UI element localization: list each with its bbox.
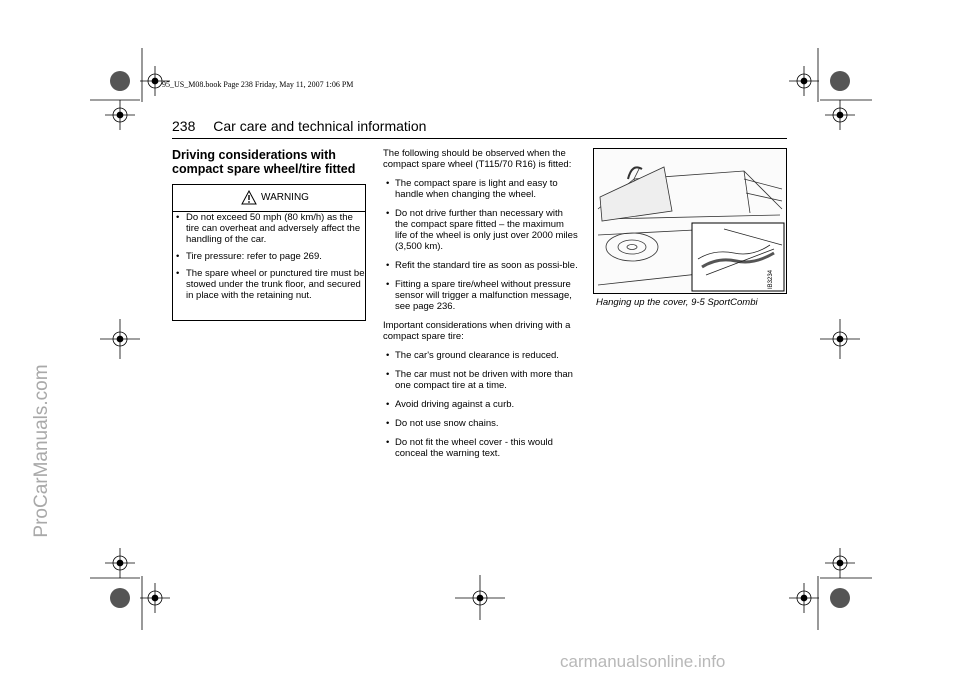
list-item: • The compact spare is light and easy to handle when changing the wheel. <box>383 178 578 200</box>
warning-triangle-icon <box>241 190 257 205</box>
list-item: • Do not exceed 50 mph (80 km/h) as the tire can overheat and adversely affect the handling of the car. <box>173 212 365 245</box>
figure-caption: Hanging up the cover, 9-5 SportCombi <box>596 297 758 308</box>
list-item: • Refit the standard tire as soon as possi-ble. <box>383 260 578 271</box>
list-item: • Do not drive further than necessary with the compact spare fitted – the maximum life of the wheel is only just over 2000 miles (3,500 km). <box>383 208 578 252</box>
list-item: • Avoid driving against a curb. <box>383 399 578 410</box>
page-number: 238 <box>172 118 196 134</box>
list-item: • Do not fit the wheel cover - this would conceal the warning text. <box>383 437 578 459</box>
list-item: • Tire pressure: refer to page 269. <box>173 251 365 262</box>
important-list <box>383 350 578 459</box>
chapter-title: Car care and technical information <box>213 118 427 134</box>
body-column <box>383 148 578 467</box>
warning-box <box>172 184 366 321</box>
side-watermark-text: ProCarManuals.com <box>31 364 52 538</box>
list-item: • Do not use snow chains. <box>383 418 578 429</box>
figure-code: IB3234 <box>768 269 774 289</box>
important-paragraph: Important considerations when driving with a compact spare tire: <box>383 320 571 342</box>
warning-heading <box>173 185 365 212</box>
trunk-illustration <box>593 148 787 294</box>
list-item: • The spare wheel or punctured tire must be stowed under the trunk floor, and secured in place with the retaining nut. <box>173 268 365 301</box>
list-item: • Fitting a spare tire/wheel without pressure sensor will trigger a malfunction message, see page 236. <box>383 279 578 312</box>
intro-paragraph: The following should be observed when the compact spare wheel (T115/70 R16) is fitted: <box>383 148 572 170</box>
fitted-list <box>383 178 578 312</box>
trunk-drawing <box>594 149 786 293</box>
book-info: 95_US_M08.book Page 238 Friday, May 11, 2007 1:06 PM <box>162 80 354 89</box>
header-rule <box>172 138 787 139</box>
side-watermark <box>12 260 52 660</box>
list-item: • The car's ground clearance is reduced. <box>383 350 578 361</box>
list-item: • The car must not be driven with more than one compact tire at a time. <box>383 369 578 391</box>
warning-heading-text: WARNING <box>261 192 309 203</box>
page-header <box>172 118 426 134</box>
section-title: Driving considerations with compact spare wheel/tire fitted <box>172 148 356 176</box>
bottom-watermark: carmanualsonline.info <box>560 652 726 671</box>
warning-list <box>173 212 365 301</box>
